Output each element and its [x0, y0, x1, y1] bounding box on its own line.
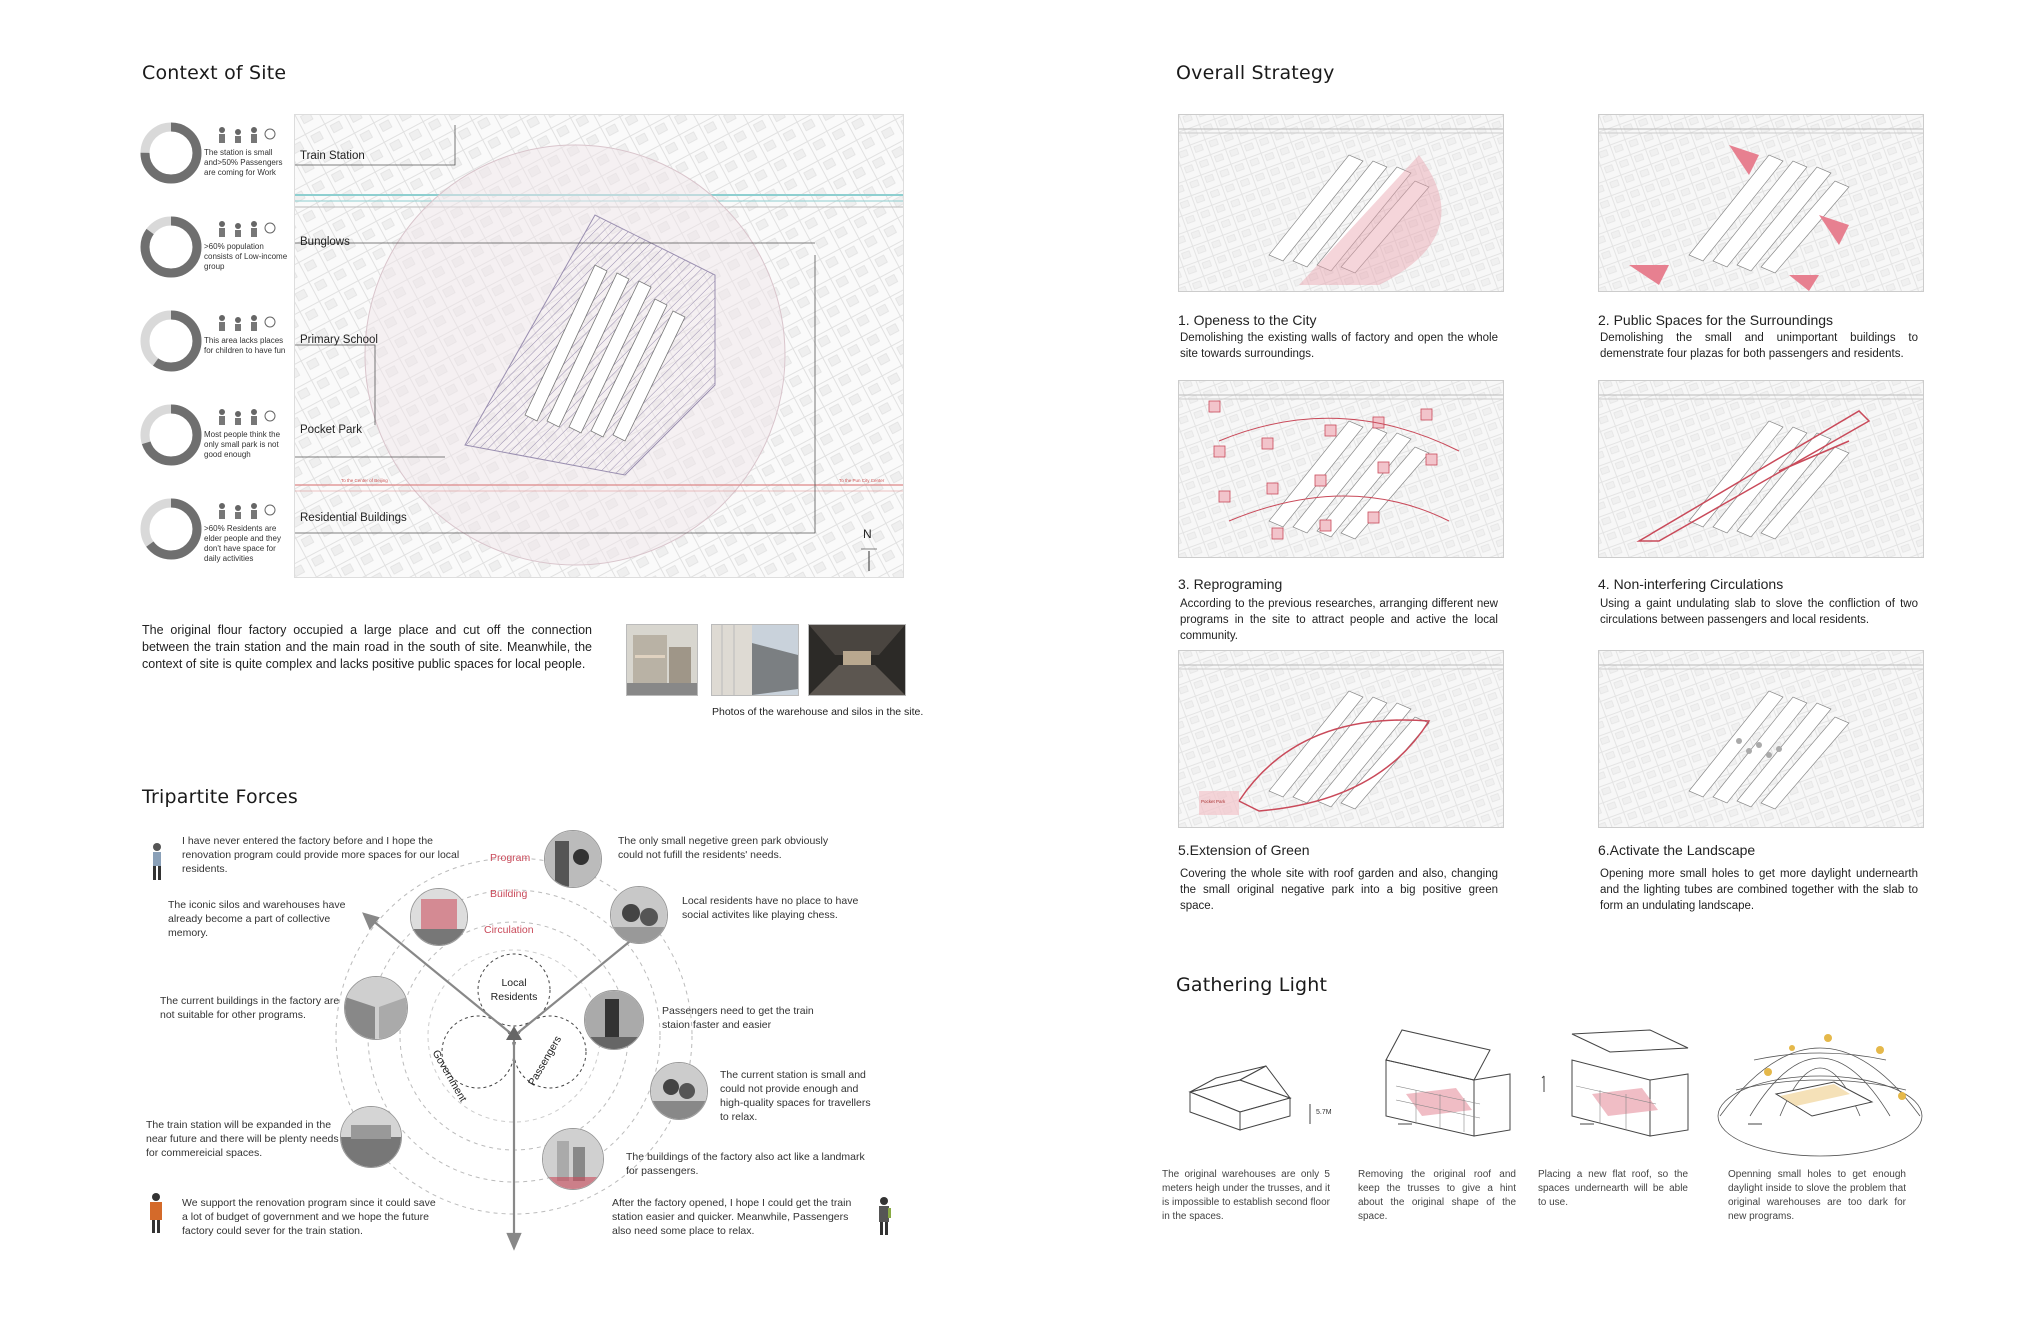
force-photo-landmark — [542, 1128, 604, 1190]
walker-icon — [216, 408, 278, 426]
resident-figure-icon — [150, 842, 164, 887]
quote-green-park: The only small negetive green park obviously could not fufill the residents' needs. — [618, 835, 829, 861]
site-label: Train Station — [300, 150, 365, 162]
quote-current-buildings: The current buildings in the factory are not suitable for other programs. — [160, 995, 340, 1021]
quote-government: We support the renovation program since it could save a lot of budget of government and we hope the future factory could sever for the train station. — [182, 1197, 436, 1237]
gathering-step-text: Placing a new flat roof, so the spaces undernearth will be able to use. — [1538, 1169, 1688, 1208]
quote-passenger: After the factory opened, I hope I could get the train station easier and quicker. Meanwhile, Passengers also need some place to relax. — [612, 1197, 852, 1237]
government-figure-icon — [148, 1192, 164, 1239]
context-stat-row — [140, 498, 440, 568]
north-label: N — [863, 527, 872, 541]
quote-current-station: The current station is small and could not provide enough and high-quality spaces for travellers to relax. — [720, 1069, 871, 1123]
warehouse-photo-2 — [711, 624, 799, 696]
forces-title: Tripartite Forces — [142, 786, 299, 808]
strategy-item-text: According to the previous researches, arranging different new programs in the site to attract people and active the local community. — [1180, 598, 1498, 642]
force-photo-passengers — [584, 990, 644, 1050]
strategy-item-title: 4. Non-interfering Circulations — [1598, 576, 1784, 592]
quote-expansion: The train station will be expanded in the near future and there will be plenty needs for commereicial spaces. — [146, 1119, 339, 1159]
pocket-park-label: Pocket Park — [1201, 799, 1226, 804]
site-label: Residential Buildings — [300, 512, 407, 524]
strategy-item-text: Demolishing the small and unimportant buildings to demenstrate four plazas for both passengers and residents. — [1600, 332, 1918, 360]
context-stat-row — [140, 310, 440, 380]
force-photo-chess — [610, 886, 668, 944]
force-photo-buildings — [344, 976, 408, 1040]
passenger-figure-icon — [876, 1196, 892, 1241]
strategy-item-text: Opening more small holes to get more daylight undernearth and the lighting tubes are combined together with the slab to form an undulating landscape. — [1600, 868, 1918, 912]
ring-chart — [140, 310, 206, 376]
quote-social-activities: Local residents have no place to have social activites like playing chess. — [682, 895, 859, 921]
context-stat-row — [140, 404, 440, 474]
ring-label-circulation: Circulation — [484, 924, 534, 936]
gathering-diagrams — [1180, 1020, 1940, 1170]
center-passengers: Passengers — [526, 1033, 565, 1088]
quote-landmark: The buildings of the factory also act like a landmark for passengers. — [626, 1151, 865, 1177]
strategy-item-text: Covering the whole site with roof garden and also, changing the small original negative park into a big positive green space. — [1180, 868, 1498, 912]
center-government: Government — [429, 1048, 469, 1105]
force-photo-silos — [410, 888, 468, 946]
context-description: The original flour factory occupied a large place and cut off the connection between the train station and the main road in the south of site. Meanwhile, the context of site is quite complex and lacks positive public spaces for local people. — [142, 623, 592, 671]
force-photo-expansion — [340, 1106, 402, 1168]
strategy-diagram — [1598, 380, 1924, 558]
stat-text: The station is small and>50% Passengers are coming for Work — [204, 148, 283, 177]
strategy-item-title: 3. Reprograming — [1178, 576, 1283, 592]
warehouse-photo-3 — [808, 624, 906, 696]
ring-label-program: Program — [490, 852, 531, 864]
strategy-diagram — [1178, 114, 1504, 292]
stat-text: >60% Residents are elder people and they don't have space for daily activities — [204, 524, 281, 563]
family-icon — [216, 220, 278, 238]
strategy-item-title: 5.Extension of Green — [1178, 842, 1310, 858]
quote-collective-memory: The iconic silos and warehouses have already become a part of collective memory. — [168, 899, 346, 939]
gathering-title: Gathering Light — [1176, 974, 1328, 996]
warehouse-photo-1 — [626, 624, 698, 696]
gathering-step-text: Openning small holes to get enough daylight inside to slove the problem that original warehouses are too dark for new programs. — [1728, 1169, 1906, 1222]
strategy-item-text: Using a gaint undulating slab to slove the confliction of two circulations between passengers and local residents. — [1600, 598, 1918, 626]
stat-text: Most people think the only small park is not good enough — [204, 430, 281, 459]
map-label-right: To the Pun City Center — [839, 478, 885, 483]
strategy-diagram — [1178, 380, 1504, 558]
context-stat-row — [140, 122, 440, 192]
strategy-item-title: 6.Activate the Landscape — [1598, 842, 1756, 858]
ring-chart — [140, 216, 206, 282]
people-icon — [216, 126, 278, 144]
strategy-item-title: 1. Openess to the City — [1178, 312, 1317, 328]
stat-text: >60% population consists of Low-income group — [204, 242, 288, 271]
ring-chart — [140, 122, 206, 188]
children-icon — [216, 314, 278, 332]
strategy-diagram — [1178, 650, 1504, 828]
center-local-residents: Local Residents — [490, 977, 538, 1003]
strategy-item-text: Demolishing the existing walls of factory and open the whole site towards surroundings. — [1180, 332, 1498, 360]
site-label: Pocket Park — [300, 424, 362, 436]
context-stat-row — [140, 216, 440, 286]
height-dimension: 5.7M — [1316, 1109, 1332, 1116]
site-label: Primary School — [300, 334, 378, 346]
context-title: Context of Site — [142, 62, 287, 84]
strategy-diagram — [1598, 650, 1924, 828]
map-label-left: To the Center of Beijing — [341, 478, 388, 483]
strategy-item-title: 2. Public Spaces for the Surroundings — [1598, 312, 1834, 328]
stat-text: This area lacks places for children to have fun — [204, 336, 286, 355]
strategy-title: Overall Strategy — [1176, 62, 1335, 84]
quote-passengers-speed: Passengers need to get the train staion faster and easier — [662, 1005, 814, 1031]
ring-chart — [140, 498, 206, 564]
gathering-step-text: Removing the original roof and keep the trusses to give a hint about the original shape of the space. — [1358, 1169, 1516, 1222]
ring-label-building: Building — [490, 888, 528, 900]
elder-icon — [216, 502, 278, 520]
force-photo-station — [650, 1062, 708, 1120]
ring-chart — [140, 404, 206, 470]
strategy-diagram — [1598, 114, 1924, 292]
quote-resident: I have never entered the factory before and I hope the renovation program could provide more spaces for our local residents. — [182, 835, 460, 875]
force-photo-park — [544, 830, 602, 888]
site-label: Bunglows — [300, 236, 350, 248]
photo-caption: Photos of the warehouse and silos in the site. — [712, 706, 924, 718]
gathering-step-text: The original warehouses are only 5 meters heigh under the trusses, and it is impossible to establish second floor in the spaces. — [1162, 1169, 1330, 1222]
